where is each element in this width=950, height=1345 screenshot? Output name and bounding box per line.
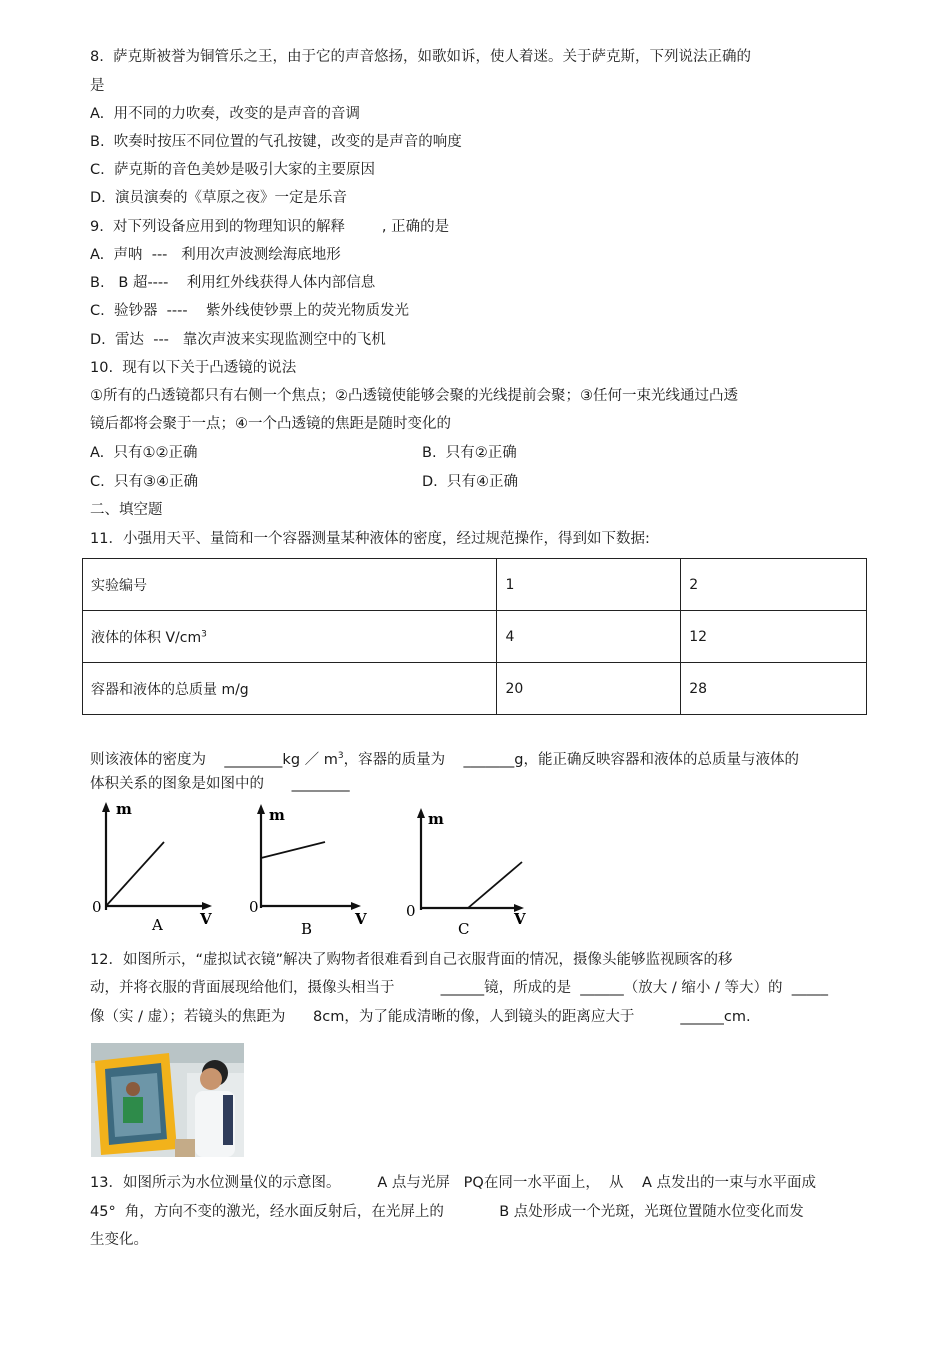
- y-arrow-icon: [257, 804, 265, 814]
- density-blank-text: 则该液体的密度为 ________kg ／ m: [90, 751, 338, 768]
- q10-body-line1: ①所有的凸透镜都只有右侧一个焦点；②凸透镜使能够会聚的光线提前会聚；③任何一束光线通过凸透: [90, 388, 738, 404]
- table-cell: 12: [681, 611, 867, 663]
- graph-line: [468, 862, 522, 908]
- q10-option-c: C. 只有③④正确: [90, 474, 198, 490]
- origin-label: 0: [406, 902, 416, 920]
- table-row: [83, 611, 867, 663]
- q10-option-b: B. 只有②正确: [422, 445, 517, 461]
- y-arrow-icon: [102, 802, 110, 812]
- q8-option-b: B. 吹奏时按压不同位置的气孔按键，改变的是声音的响度: [90, 134, 462, 150]
- table-cell: 4: [497, 611, 681, 663]
- y-arrow-icon: [417, 808, 425, 818]
- q8-stem-line2: 是: [90, 78, 105, 94]
- cubic-superscript: 3: [201, 628, 207, 639]
- graph-a: [88, 800, 223, 935]
- table-row: [83, 559, 867, 611]
- graph-caption: B: [301, 920, 313, 935]
- q13-line3: 生变化。: [90, 1232, 148, 1248]
- table-cell: 1: [497, 559, 681, 611]
- x-arrow-icon: [202, 902, 212, 910]
- q10-stem: 10. 现有以下关于凸透镜的说法: [90, 360, 297, 376]
- table-cell: 28: [681, 663, 867, 715]
- graph-line: [106, 842, 164, 906]
- y-label: m: [116, 800, 132, 818]
- q11-stem: 11．小强用天平、量筒和一个容器测量某种液体的密度，经过规范操作，得到如下数据:: [90, 531, 650, 547]
- q9-stem: 9. 对下列设备应用到的物理知识的解释 , 正确的是: [90, 219, 450, 235]
- q11-after-line1: [90, 746, 799, 770]
- q9-option-d: D. 雷达 --- 靠次声波来实现监测空中的飞机: [90, 332, 386, 348]
- q11-after-line2: 体积关系的图象是如图中的 ________: [90, 776, 350, 792]
- q13-line1: 13．如图所示为水位测量仪的示意图。 A 点与光屏 PQ在同一水平面上， 从 A 点发出的一束与水平面成: [90, 1175, 817, 1191]
- q8-option-a: A. 用不同的力吹奏，改变的是声音的音调: [90, 106, 360, 122]
- q12-line1: 12．如图所示，“虚拟试衣镜”解决了购物者很难看到自己衣服背面的情况，摄像头能够监视顾客的移: [90, 952, 733, 968]
- graph-line: [261, 842, 325, 858]
- table-cell: 实验编号: [83, 559, 497, 611]
- graph-caption: A: [152, 916, 163, 934]
- q13-line2: 45° 角，方向不变的激光，经水面反射后，在光屏上的 B 点处形成一个光斑，光斑位置随水位变化而发: [90, 1204, 804, 1220]
- table-cell: [83, 611, 497, 663]
- x-label: V: [355, 910, 367, 928]
- q10-option-d: D. 只有④正确: [422, 474, 518, 490]
- table-cell: 2: [681, 559, 867, 611]
- graph-c: [402, 800, 537, 935]
- y-label: m: [269, 806, 285, 824]
- origin-label: 0: [249, 898, 259, 916]
- y-label: m: [428, 810, 444, 828]
- graph-b: [245, 800, 380, 935]
- q9-option-c: C. 验钞器 ---- 紫外线使钞票上的荧光物质发光: [90, 303, 410, 319]
- virtual-mirror-image: [91, 1043, 244, 1157]
- q8-option-d: D. 演员演奏的《草原之夜》一定是乐音: [90, 190, 347, 206]
- virtual-mirror-photo: [91, 1043, 244, 1157]
- table-row: [83, 663, 867, 715]
- q12-line3: 像（实 / 虚）；若镜头的焦距为 8cm，为了能成清晰的像，人到镜头的距离应大于 ______cm.: [90, 1009, 751, 1025]
- table-cell: 20: [497, 663, 681, 715]
- x-label: V: [200, 910, 212, 928]
- origin-label: 0: [92, 898, 102, 916]
- graph-caption: C: [458, 920, 470, 935]
- q9-option-a: A. 声呐 --- 利用次声波测绘海底地形: [90, 247, 341, 263]
- q9-option-b: B. B 超---- 利用红外线获得人体内部信息: [90, 275, 376, 291]
- q11-data-table: [82, 558, 867, 715]
- section-title: 二、填空题: [90, 502, 163, 518]
- q10-option-a: A. 只有①②正确: [90, 445, 198, 461]
- mass-blank-text: ，容器的质量为 _______g，能正确反映容器和液体的总质量与液体的: [343, 751, 800, 768]
- x-arrow-icon: [351, 902, 361, 910]
- q8-option-c: C. 萨克斯的音色美妙是吸引大家的主要原因: [90, 162, 375, 178]
- cubic-superscript: 3: [337, 751, 344, 761]
- table-cell: 容器和液体的总质量 m/g: [83, 663, 497, 715]
- q8-stem-line1: 8. 萨克斯被誉为铜管乐之王，由于它的声音悠扬，如歌如诉，使人着迷。关于萨克斯，下列说法正确的: [90, 49, 752, 65]
- volume-label: 液体的体积 V/cm: [91, 629, 202, 646]
- q12-line2: 动，并将衣服的背面展现给他们，摄像头相当于 ______镜，所成的是 ______（放大 / 缩小 / 等大）的 _____: [90, 980, 828, 996]
- x-label: V: [514, 910, 526, 928]
- q10-body-line2: 镜后都将会聚于一点；④一个凸透镜的焦距是随时变化的: [90, 416, 451, 432]
